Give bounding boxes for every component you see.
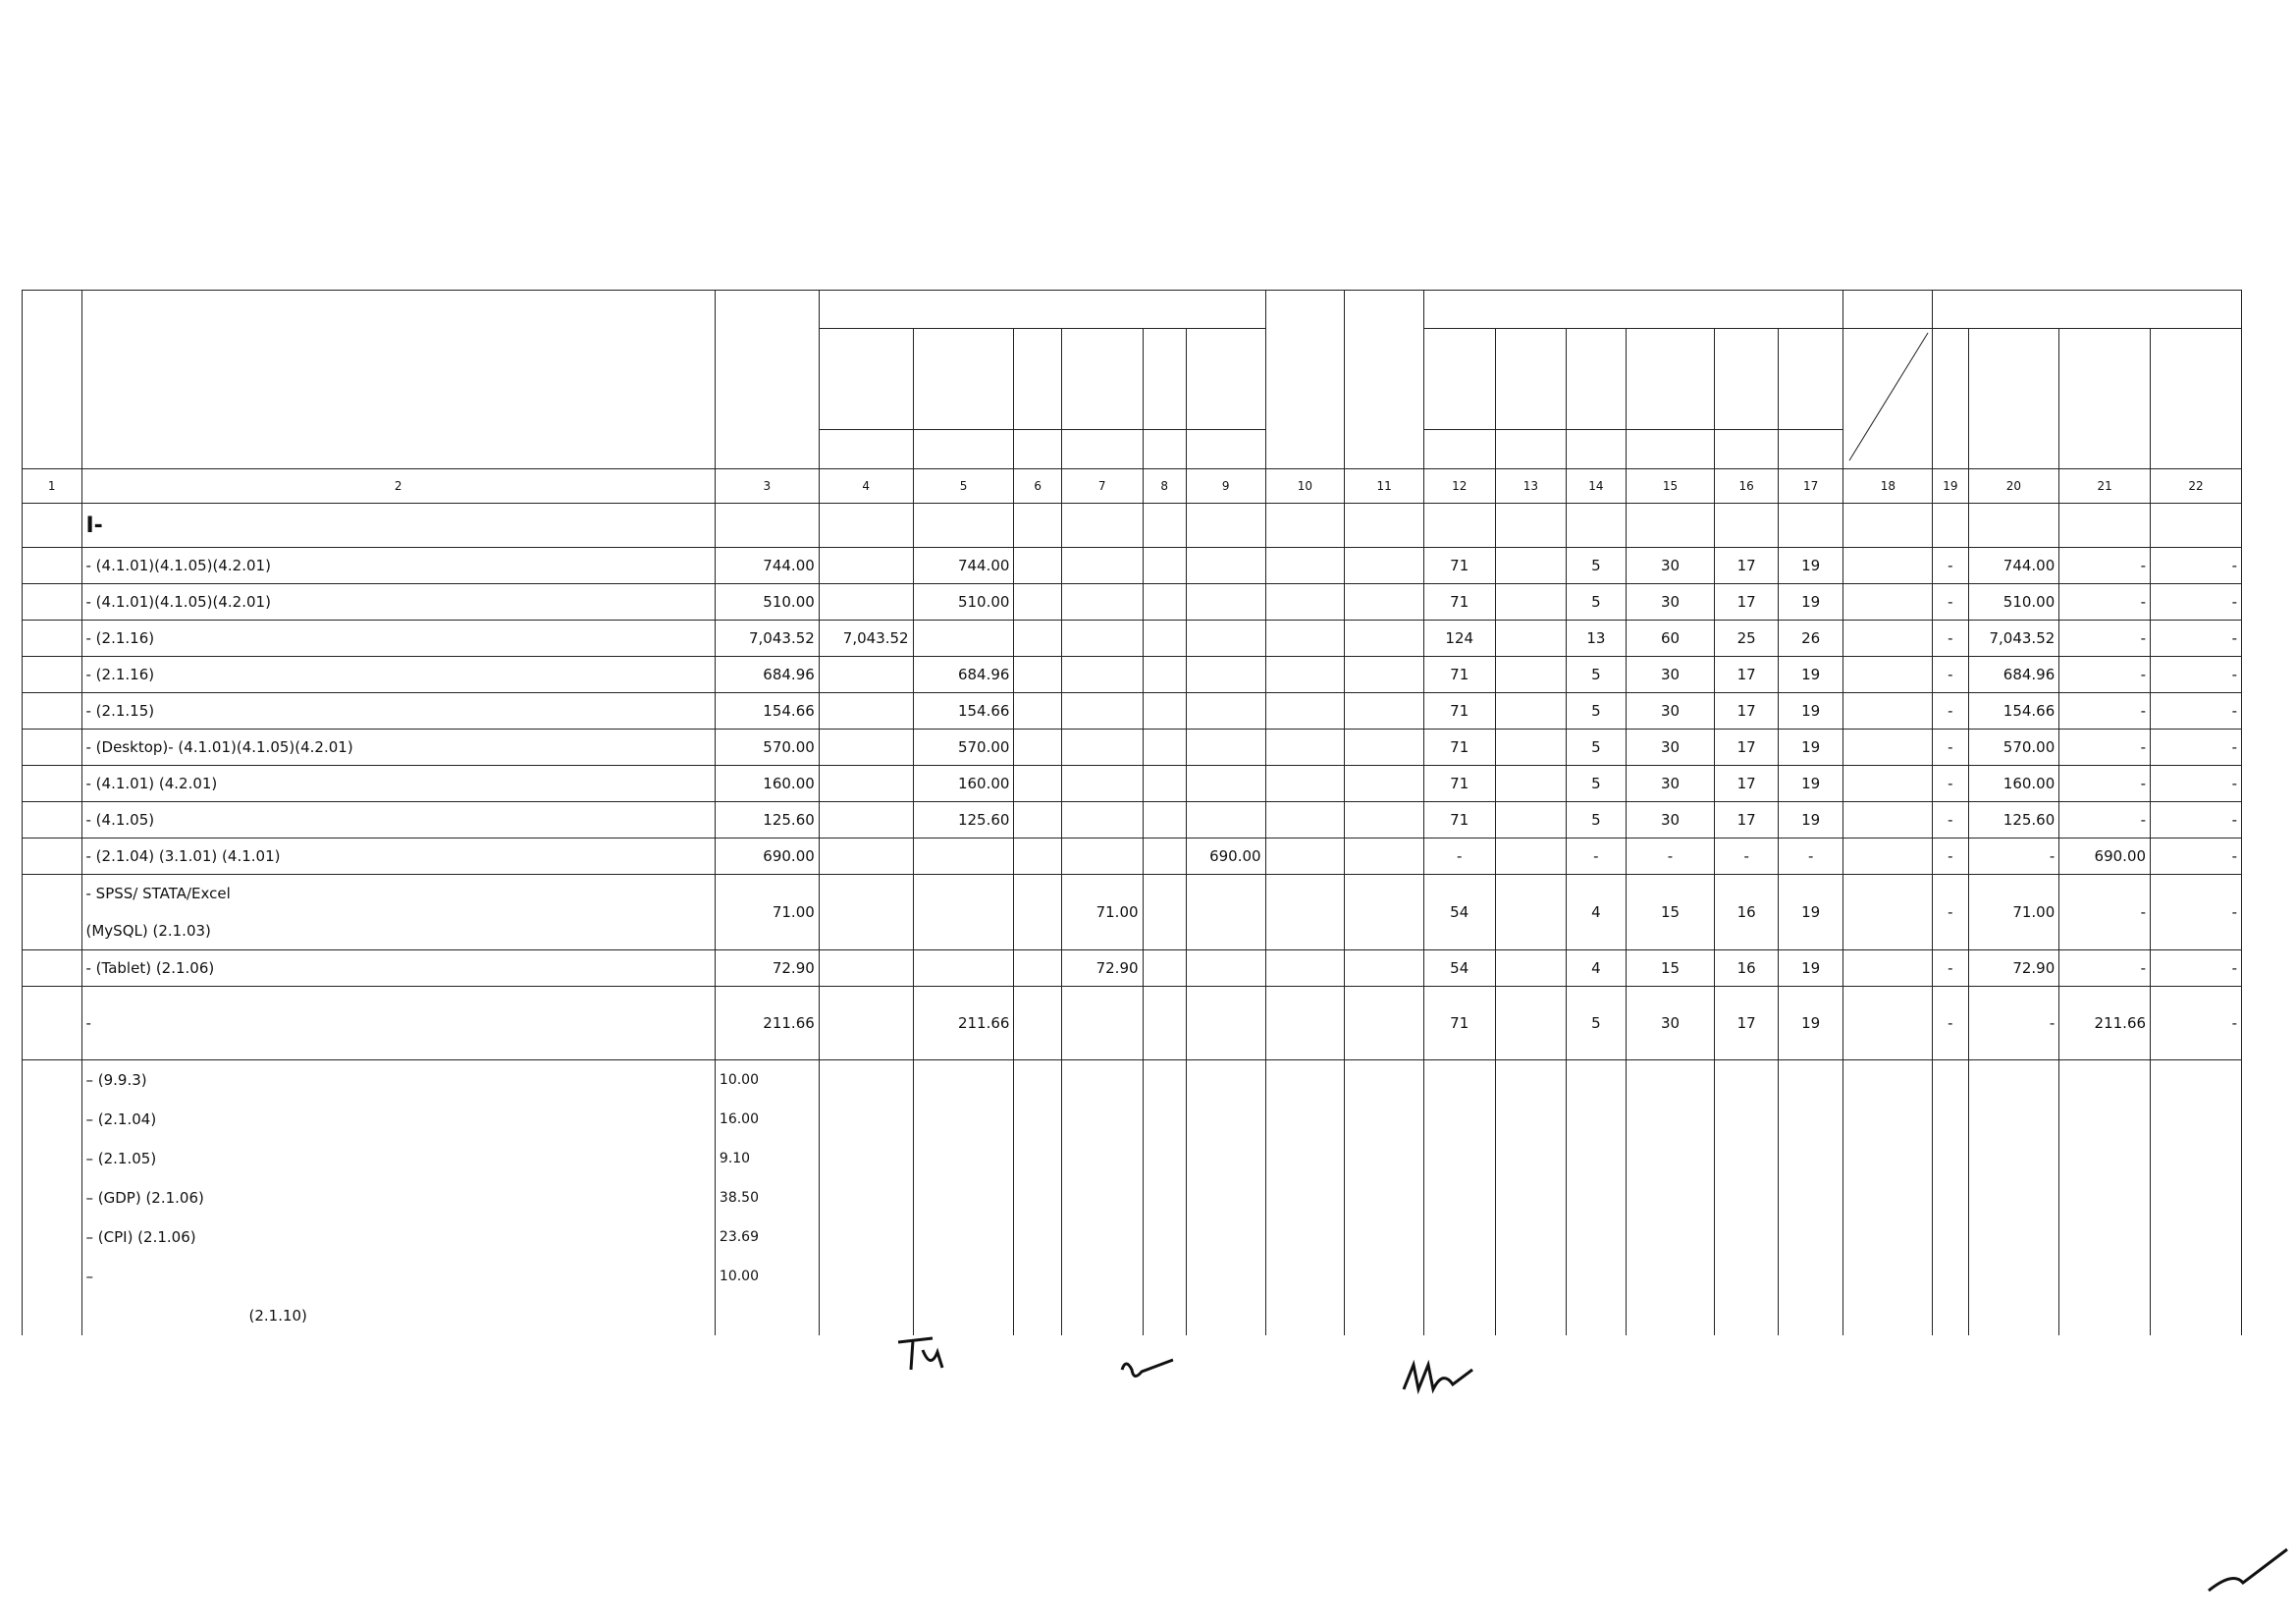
column-number-row: 1 2 3 4 5 6 7 8 9 10 11 12 13 14 15 16 17 18 19 20 21 22: [23, 469, 2242, 504]
row10-line1: - SPSS/ STATA/Excel: [85, 885, 231, 902]
col-header-budget: [715, 291, 819, 469]
col-header-17: [1778, 329, 1843, 430]
col-header-description: [81, 291, 715, 469]
table-row: - (4.1.01) (4.2.01) 160.00 160.00 71 5 30 17 19 - 160.00 - -: [23, 766, 2242, 802]
signature-1: [893, 1330, 962, 1380]
col-header-15: [1626, 329, 1715, 430]
table-row: - (4.1.01)(4.1.05)(4.2.01) 510.00 510.00 71 5 30 17 19 - 510.00 - -: [23, 584, 2242, 621]
section-label: I-: [81, 504, 715, 548]
col-header-timeline: [1423, 291, 1843, 329]
col-header-4: [819, 329, 913, 430]
sub-last-line: (2.1.10): [81, 1296, 715, 1335]
table-row: - SPSS/ STATA/Excel (MySQL) (2.1.03) 71.00 71.00 54 4 15 16 19 - 71.00 - -: [23, 875, 2242, 950]
col-header-q1: [1933, 329, 1968, 469]
table-row: - (Tablet) (2.1.06) 72.90 72.90 54 4 15 16 19 - 72.90 - -: [23, 950, 2242, 987]
procurement-plan-table: [22, 290, 2242, 1335]
col-header-18: [1843, 329, 1933, 469]
sub-item-row: [23, 1296, 2242, 1335]
signature-4: [2204, 1542, 2292, 1600]
header-row-1: [23, 291, 2242, 329]
col-header-13: [1495, 329, 1567, 430]
col-header-start: [1265, 291, 1345, 469]
kingdom-heading: [1890, 108, 2135, 143]
item-rows: [23, 548, 2242, 1336]
col-header-budget-sources: [819, 291, 1265, 329]
col-header-q2: [1968, 329, 2059, 469]
sub-item-row: – (GDP) (2.1.06) 38.50: [23, 1178, 2242, 1217]
table-row: - (2.1.16) 7,043.52 7,043.52 124 13 60 25 26 - 7,043.52 - -: [23, 621, 2242, 657]
row10-line2: (MySQL) (2.1.03): [85, 922, 211, 940]
row12-line1: -: [85, 1014, 91, 1032]
sub-item-row: – (2.1.04) 16.00: [23, 1100, 2242, 1139]
section-row: [23, 504, 2242, 548]
table-row: - (4.1.01)(4.1.05)(4.2.01) 744.00 744.00 71 5 30 17 19 - 744.00 - -: [23, 548, 2242, 584]
national-motto: [1880, 174, 2145, 203]
table-row: - (2.1.15) 154.66 154.66 71 5 30 17 19 - 154.66 - -: [23, 693, 2242, 730]
col-header-7: [1061, 329, 1143, 430]
table-row: - 211.66 211.66 71 5 30 17 19 - - 211.66 -: [23, 987, 2242, 1060]
col-header-quarters: [1933, 291, 2242, 329]
table-row: - (Desktop)- (4.1.01)(4.1.05)(4.2.01) 570.00 570.00 71 5 30 17 19 - 570.00 - -: [23, 730, 2242, 766]
signature-3: [1399, 1355, 1477, 1404]
col-header-5: [913, 329, 1014, 430]
sub-item-row: – (2.1.05) 9.10: [23, 1139, 2242, 1178]
col-header-review: [1843, 291, 1933, 329]
sub-item-row: – 10.00: [23, 1257, 2242, 1296]
col-header-6: [1014, 329, 1061, 430]
col-header-no: [23, 291, 82, 469]
col-header-contract: [1345, 291, 1424, 469]
unit-note: [2073, 263, 2191, 283]
col-header-8: [1143, 329, 1186, 430]
committee-name: [293, 147, 538, 177]
diagonal-divider: [1843, 329, 1932, 464]
col-header-9: [1186, 329, 1265, 430]
col-header-q4: [2151, 329, 2242, 469]
ministry-name: [350, 98, 498, 128]
table-row: - (2.1.16) 684.96 684.96 71 5 30 17 19 - 684.96 - -: [23, 657, 2242, 693]
col-header-16: [1715, 329, 1779, 430]
sub-item-row: – (9.9.3) 10.00: [23, 1060, 2242, 1101]
document-title: [960, 218, 1333, 251]
col-header-q3: [2059, 329, 2151, 469]
col-header-14: [1567, 329, 1627, 430]
signature-2: [1114, 1350, 1183, 1389]
table-row: - (4.1.05) 125.60 125.60 71 5 30 17 19 - 125.60 - -: [23, 802, 2242, 839]
table-row: - (2.1.04) (3.1.01) (4.1.01) 690.00 690.00 - - - - - - - 690.00 -: [23, 839, 2242, 875]
col-header-12: [1423, 329, 1495, 430]
sub-item-row: – (CPI) (2.1.06) 23.69: [23, 1217, 2242, 1257]
